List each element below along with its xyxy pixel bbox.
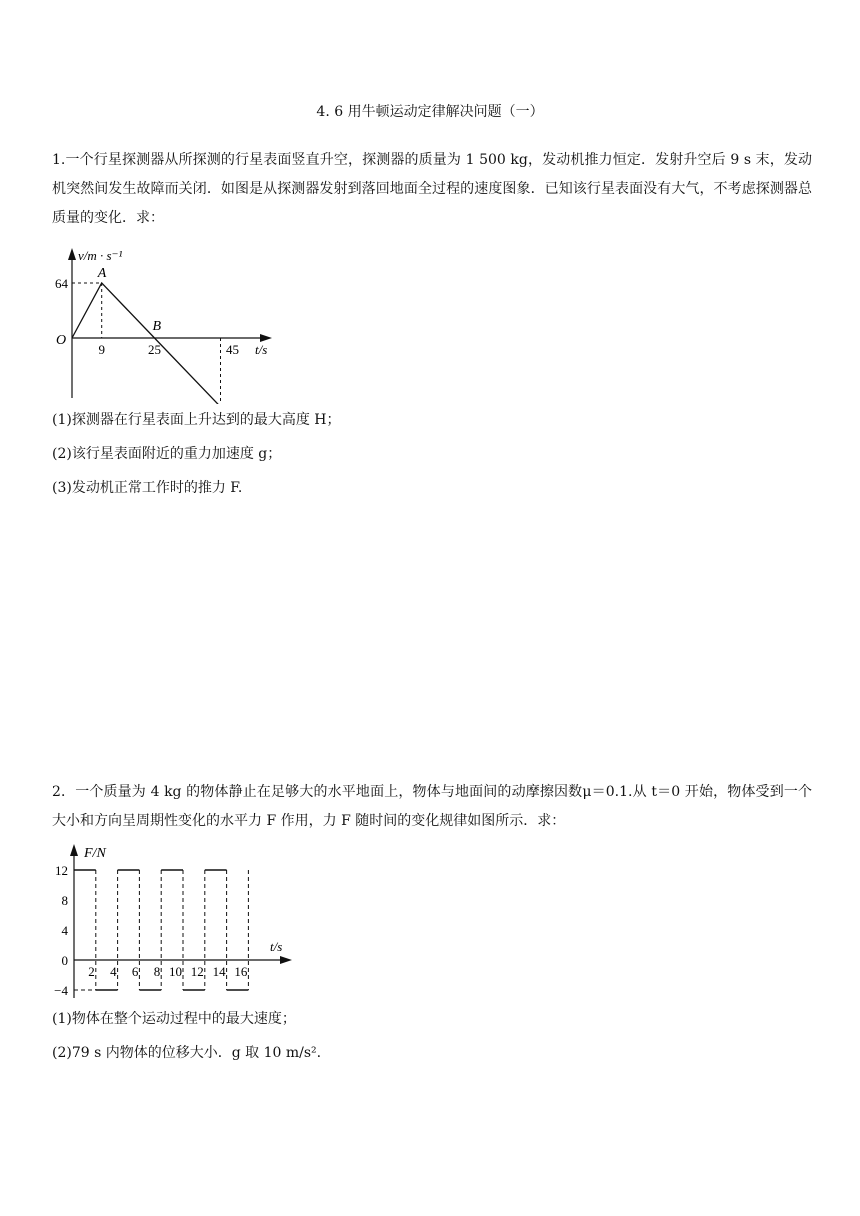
chart1-x-tick: 9 <box>98 342 105 357</box>
chart2-y-tick: 0 <box>61 953 68 968</box>
chart1-velocity-line <box>72 283 221 404</box>
chart1-point-label-b: B <box>152 319 162 334</box>
chart1-xlabel: t/s <box>255 342 268 357</box>
chart2-y-tick: −4 <box>54 983 68 998</box>
question-2-sub-1: (1)物体在整个运动过程中的最大速度； <box>52 1011 296 1027</box>
chart2-y-tick: 8 <box>61 893 68 908</box>
chart2-x-tick: 2 <box>88 964 95 979</box>
chart2-x-tick: 14 <box>212 964 226 979</box>
chart2-ylabel: F/N <box>84 846 106 861</box>
chart1-point-label-a: A <box>97 265 107 281</box>
question-1-text: 1.一个行星探测器从所探测的行星表面竖直升空，探测器的质量为 1 500 kg，发动机推力恒定．发射升空后 9 s 末，发动机突然间发生故障而关闭．如图是从探测器发射到落回地面全过程的速度图象．已知该行星表面没有大气，不考虑探测器总质量的变化．求： <box>52 152 812 226</box>
chart2-x-tick: 4 <box>110 964 117 979</box>
chart1-y-arrow <box>68 248 76 260</box>
chart2-y-tick: 12 <box>55 863 68 878</box>
question-2-sub-2: (2)79 s 内物体的位移大小．g 取 10 m/s². <box>52 1045 322 1061</box>
chart1-origin: O <box>56 333 67 348</box>
chart1-ylabel: v/m · s⁻¹ <box>78 248 123 263</box>
question-1-sub-1: (1)探测器在行星表面上升达到的最大高度 H； <box>52 412 341 428</box>
chart2-x-tick: 8 <box>153 964 161 979</box>
chart2-x-tick: 16 <box>234 964 248 979</box>
chart2-x-tick: 10 <box>169 964 182 979</box>
chart2-x-arrow <box>280 956 292 964</box>
chart2-x-tick: 12 <box>190 964 204 979</box>
chart2-x-tick: 6 <box>131 964 139 979</box>
chart2-y-arrow <box>70 844 78 856</box>
question-1-sub-2: (2)该行星表面附近的重力加速度 g； <box>52 446 282 462</box>
velocity-time-chart <box>52 244 292 404</box>
chart1-x-arrow <box>260 334 272 342</box>
chart1-y-tick: 64 <box>55 275 68 291</box>
chart2-y-tick: 4 <box>61 923 68 938</box>
chart1-x-tick: 25 <box>148 342 161 357</box>
chart1-x-tick: 45 <box>226 342 239 357</box>
question-2-text: 2．一个质量为 4 kg 的物体静止在足够大的水平地面上，物体与地面间的动摩擦因数μ＝0.1.从 t＝0 开始，物体受到一个大小和方向呈周期性变化的水平力 F 作用，力 F 随时间的变化规律如图所示．求： <box>52 784 812 829</box>
page-title: 4. 6 用牛顿运动定律解决问题（一） <box>316 104 544 120</box>
question-1-sub-3: (3)发动机正常工作时的推力 F. <box>52 480 243 496</box>
chart2-xlabel: t/s <box>270 939 283 954</box>
force-time-chart <box>40 840 300 1000</box>
